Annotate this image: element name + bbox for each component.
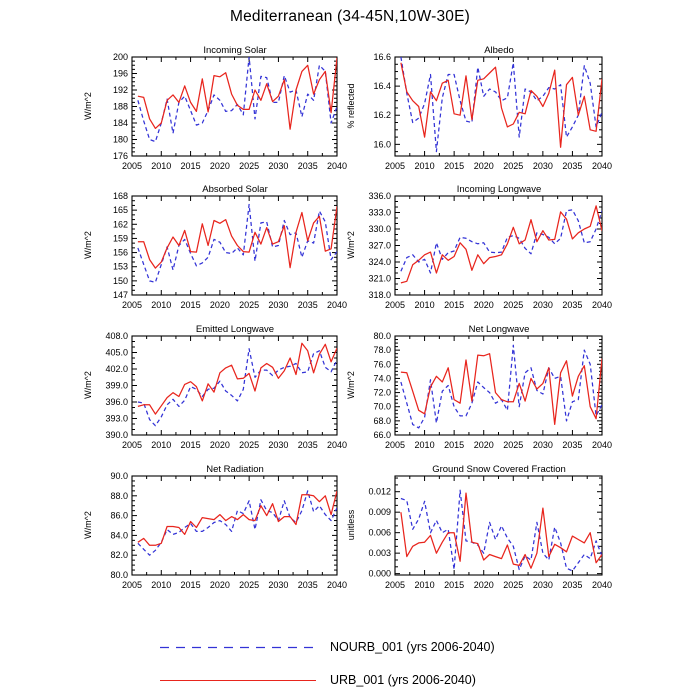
x-tick-label: 2010 bbox=[151, 440, 172, 450]
x-tick-label: 2030 bbox=[268, 161, 289, 171]
y-tick-label: 336.0 bbox=[368, 191, 391, 201]
x-tick-label: 2040 bbox=[326, 580, 348, 590]
subplot-title: Ground Snow Covered Fraction bbox=[432, 464, 566, 475]
x-tick-label: 2025 bbox=[503, 580, 524, 590]
y-tick-label: 196 bbox=[112, 68, 128, 79]
plot-absorbed-solar bbox=[80, 184, 349, 315]
x-tick-label: 2035 bbox=[297, 580, 318, 590]
x-tick-label: 2010 bbox=[414, 300, 435, 310]
x-tick-label: 2010 bbox=[151, 580, 172, 590]
legend-line-solid bbox=[158, 678, 318, 683]
y-axis-label: W/m^2 bbox=[83, 371, 93, 399]
legend-line-dashed bbox=[158, 645, 318, 650]
y-tick-label: 72.0 bbox=[373, 387, 391, 398]
series-line-NOURB_001 bbox=[138, 349, 337, 426]
plot-snow-fraction bbox=[343, 464, 614, 595]
y-tick-label: 78.0 bbox=[373, 345, 391, 356]
x-tick-label: 2005 bbox=[121, 440, 143, 450]
y-tick-label: 80.0 bbox=[373, 331, 391, 341]
x-tick-label: 2015 bbox=[444, 161, 465, 171]
x-tick-label: 2025 bbox=[239, 161, 260, 171]
y-tick-label: 68.0 bbox=[373, 415, 391, 426]
x-tick-label: 2030 bbox=[532, 440, 553, 450]
y-tick-label: 399.0 bbox=[105, 380, 128, 391]
y-tick-label: 333.0 bbox=[368, 207, 391, 218]
y-tick-label: 66.0 bbox=[373, 430, 391, 440]
plot-frame bbox=[395, 196, 602, 295]
y-axis-label: unitless bbox=[346, 509, 356, 541]
y-tick-label: 192 bbox=[112, 85, 128, 95]
y-tick-label: 165 bbox=[112, 205, 128, 216]
y-tick-label: 184 bbox=[112, 118, 128, 128]
x-tick-label: 2035 bbox=[562, 161, 583, 171]
y-tick-label: 396.0 bbox=[105, 397, 128, 407]
x-tick-label: 2010 bbox=[414, 161, 435, 171]
y-axis-label: W/m^2 bbox=[83, 231, 93, 259]
y-tick-label: 390.0 bbox=[105, 430, 128, 440]
x-tick-label: 2020 bbox=[473, 300, 494, 310]
plot-emitted-longwave bbox=[80, 324, 349, 455]
y-tick-label: 162 bbox=[112, 219, 128, 230]
y-tick-label: 86.0 bbox=[110, 510, 128, 521]
x-tick-label: 2020 bbox=[473, 440, 494, 450]
x-tick-label: 2020 bbox=[473, 580, 494, 590]
y-tick-label: 16.6 bbox=[373, 52, 391, 62]
x-tick-label: 2040 bbox=[326, 440, 348, 450]
y-tick-label: 402.0 bbox=[105, 364, 128, 374]
x-tick-label: 2030 bbox=[268, 580, 289, 590]
y-tick-label: 0.006 bbox=[368, 527, 391, 538]
y-tick-label: 16.2 bbox=[373, 110, 391, 121]
x-tick-label: 2020 bbox=[209, 161, 230, 171]
x-tick-label: 2010 bbox=[151, 161, 172, 171]
subplot-title: Absorbed Solar bbox=[202, 184, 268, 195]
y-axis-label: W/m^2 bbox=[83, 92, 93, 120]
x-tick-label: 2040 bbox=[591, 440, 613, 450]
x-tick-label: 2040 bbox=[591, 300, 613, 310]
x-tick-label: 2005 bbox=[384, 580, 406, 590]
y-tick-label: 84.0 bbox=[110, 530, 128, 541]
x-tick-label: 2025 bbox=[239, 580, 260, 590]
series-line-NOURB_001 bbox=[401, 210, 602, 273]
y-tick-label: 70.0 bbox=[373, 401, 391, 412]
x-tick-label: 2015 bbox=[180, 440, 201, 450]
y-axis-label: W/m^2 bbox=[346, 231, 356, 259]
y-tick-label: 0.009 bbox=[368, 507, 391, 518]
y-tick-label: 168 bbox=[112, 191, 128, 201]
y-tick-label: 150 bbox=[112, 275, 128, 286]
y-tick-label: 147 bbox=[112, 290, 128, 300]
y-tick-label: 180 bbox=[112, 134, 128, 145]
subplot-title: Incoming Solar bbox=[203, 45, 267, 56]
x-tick-label: 2030 bbox=[532, 300, 553, 310]
y-tick-label: 393.0 bbox=[105, 413, 128, 424]
y-tick-label: 324.0 bbox=[368, 257, 391, 267]
y-axis-label: % reflected bbox=[346, 83, 356, 129]
x-tick-label: 2020 bbox=[209, 580, 230, 590]
x-tick-label: 2005 bbox=[121, 300, 143, 310]
x-tick-label: 2030 bbox=[268, 300, 289, 310]
y-tick-label: 405.0 bbox=[105, 347, 128, 358]
x-tick-label: 2035 bbox=[562, 300, 583, 310]
y-tick-label: 0.000 bbox=[368, 568, 391, 579]
x-tick-label: 2025 bbox=[503, 440, 524, 450]
x-tick-label: 2005 bbox=[121, 161, 143, 171]
y-tick-label: 82.0 bbox=[110, 550, 128, 561]
subplot-title: Albedo bbox=[484, 45, 514, 56]
x-tick-label: 2005 bbox=[384, 300, 406, 310]
plot-frame bbox=[395, 476, 602, 575]
x-tick-label: 2040 bbox=[591, 161, 613, 171]
y-tick-label: 318.0 bbox=[368, 290, 391, 300]
plot-incoming-longwave bbox=[343, 184, 614, 315]
y-tick-label: 0.012 bbox=[368, 486, 391, 497]
series-line-NOURB_001 bbox=[138, 205, 337, 283]
x-tick-label: 2030 bbox=[532, 161, 553, 171]
x-tick-label: 2030 bbox=[268, 440, 289, 450]
x-tick-label: 2035 bbox=[297, 440, 318, 450]
x-tick-label: 2010 bbox=[414, 580, 435, 590]
x-tick-label: 2005 bbox=[121, 580, 143, 590]
y-tick-label: 80.0 bbox=[110, 570, 128, 580]
y-tick-label: 200 bbox=[112, 52, 128, 62]
y-tick-label: 156 bbox=[112, 247, 128, 258]
x-tick-label: 2030 bbox=[532, 580, 553, 590]
plot-incoming-solar bbox=[80, 45, 349, 176]
plot-net-longwave bbox=[343, 324, 614, 455]
plot-net-radiation bbox=[80, 464, 349, 595]
x-tick-label: 2015 bbox=[180, 300, 201, 310]
y-axis-label: W/m^2 bbox=[346, 371, 356, 399]
y-tick-label: 327.0 bbox=[368, 240, 391, 251]
page-title: Mediterranean (34-45N,10W-30E) bbox=[229, 8, 471, 25]
x-tick-label: 2020 bbox=[209, 300, 230, 310]
x-tick-label: 2005 bbox=[384, 440, 406, 450]
y-axis-label: W/m^2 bbox=[83, 511, 93, 539]
x-tick-label: 2035 bbox=[562, 440, 583, 450]
plot-frame bbox=[132, 57, 337, 156]
y-tick-label: 408.0 bbox=[105, 331, 128, 341]
x-tick-label: 2015 bbox=[444, 580, 465, 590]
plot-frame bbox=[132, 196, 337, 295]
series-line-URB_001 bbox=[401, 206, 602, 283]
x-tick-label: 2005 bbox=[384, 161, 406, 171]
x-tick-label: 2035 bbox=[297, 300, 318, 310]
subplot-title: Net Longwave bbox=[468, 324, 530, 335]
y-tick-label: 90.0 bbox=[110, 471, 128, 481]
y-tick-label: 188 bbox=[112, 101, 128, 112]
y-tick-label: 16.0 bbox=[373, 139, 391, 150]
y-tick-label: 176 bbox=[112, 151, 128, 161]
series-line-URB_001 bbox=[138, 491, 337, 545]
x-tick-label: 2035 bbox=[562, 580, 583, 590]
x-tick-label: 2015 bbox=[180, 580, 201, 590]
plot-frame bbox=[132, 336, 337, 435]
y-tick-label: 330.0 bbox=[368, 224, 391, 234]
x-tick-label: 2020 bbox=[473, 161, 494, 171]
y-tick-label: 88.0 bbox=[110, 490, 128, 501]
y-tick-label: 76.0 bbox=[373, 359, 391, 370]
x-tick-label: 2010 bbox=[414, 440, 435, 450]
series-line-NOURB_001 bbox=[138, 491, 337, 555]
y-tick-label: 16.4 bbox=[373, 81, 391, 92]
plot-frame bbox=[132, 476, 337, 575]
y-tick-label: 159 bbox=[112, 233, 128, 244]
x-tick-label: 2015 bbox=[444, 300, 465, 310]
plot-frame bbox=[395, 57, 602, 156]
x-tick-label: 2025 bbox=[239, 300, 260, 310]
subplot-title: Incoming Longwave bbox=[456, 184, 542, 195]
x-tick-label: 2035 bbox=[297, 161, 318, 171]
y-tick-label: 321.0 bbox=[368, 273, 391, 284]
x-tick-label: 2020 bbox=[209, 440, 230, 450]
x-tick-label: 2040 bbox=[591, 580, 613, 590]
y-tick-label: 0.003 bbox=[368, 548, 391, 559]
legend-label-urb: URB_001 (yrs 2006-2040) bbox=[330, 673, 476, 687]
legend-entry-nourb bbox=[158, 640, 495, 654]
subplot-title: Net Radiation bbox=[206, 464, 264, 475]
legend-entry-urb bbox=[158, 673, 476, 687]
x-tick-label: 2040 bbox=[326, 300, 348, 310]
plot-albedo bbox=[343, 45, 614, 176]
x-tick-label: 2010 bbox=[151, 300, 172, 310]
series-line-URB_001 bbox=[138, 206, 337, 268]
x-tick-label: 2015 bbox=[444, 440, 465, 450]
x-tick-label: 2025 bbox=[503, 161, 524, 171]
subplot-title: Emitted Longwave bbox=[195, 324, 275, 335]
x-tick-label: 2040 bbox=[326, 161, 348, 171]
x-tick-label: 2025 bbox=[239, 440, 260, 450]
legend-label-nourb: NOURB_001 (yrs 2006-2040) bbox=[330, 640, 495, 654]
series-line-URB_001 bbox=[401, 354, 602, 425]
y-tick-label: 153 bbox=[112, 261, 128, 272]
x-tick-label: 2025 bbox=[503, 300, 524, 310]
series-line-URB_001 bbox=[138, 58, 337, 129]
x-tick-label: 2015 bbox=[180, 161, 201, 171]
y-tick-label: 74.0 bbox=[373, 373, 391, 384]
